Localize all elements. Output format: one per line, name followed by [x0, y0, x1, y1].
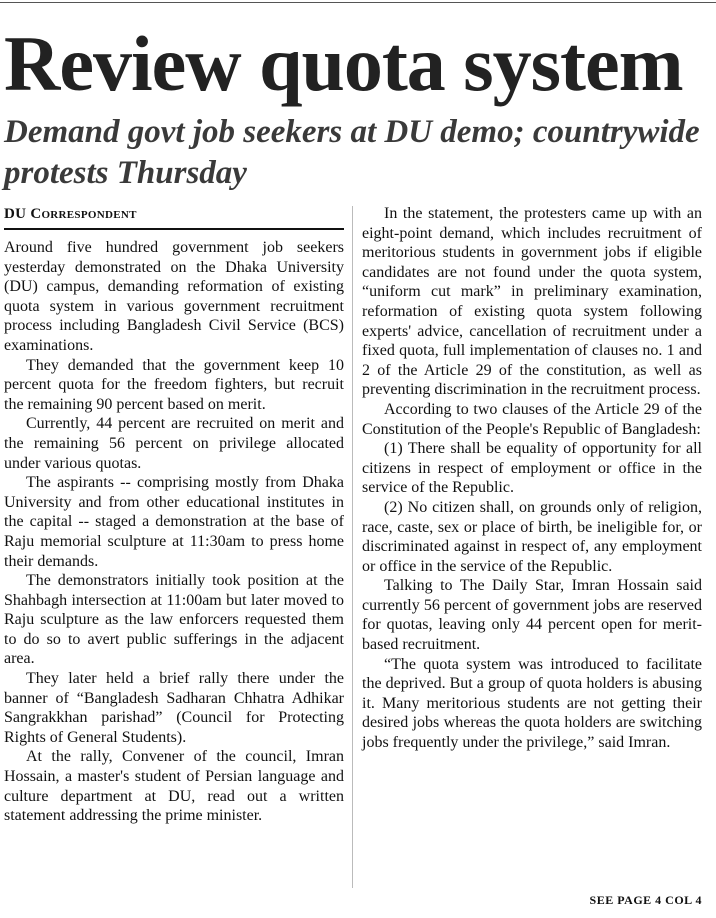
paragraph: At the rally, Convener of the council, Imran Hossain, a master's student of Persian language and culture department at DU, read out a written statement addressing the prime minister.: [4, 748, 344, 825]
top-rule: [0, 0, 716, 6]
paragraph: Currently, 44 percent are recruited on merit and the remaining 56 percent on privilege allocated under various quotas.: [4, 415, 344, 472]
paragraph: The demonstrators initially took position at the Shahbagh intersection at 11:00am but later moved to Raju sculpture as the law enforcers requested them to do so to avert public sufferings in the adjacent area.: [4, 572, 344, 668]
paragraph: The aspirants -- comprising mostly from Dhaka University and from other educational institutes in the capital -- staged a demonstration at the base of Raju memorial sculpture at 11:30am to press home their demands.: [4, 474, 344, 570]
paragraph: (1) There shall be equality of opportunity for all citizens in respect of employment or office in the service of the Republic.: [362, 440, 702, 497]
paragraph: They later held a brief rally there under the banner of “Bangladesh Sadharan Chhatra Adhikar Sangrakkhan parishad” (Council for Protecting Rights of General Students).: [4, 670, 344, 746]
paragraph: They demanded that the government keep 10 percent quota for the freedom fighters, but recruit the remaining 90 percent based on merit.: [4, 356, 344, 413]
column-divider: [352, 206, 353, 888]
paragraph: In the statement, the protesters came up with an eight-point demand, which includes recruitment of meritorious students in government jobs if eligible candidates are not found under the quota system, “uniform cut mark” in preliminary examination, reformation of existing quota system following experts' advice, cancellation of recruitment under a fixed quota, full implementation of clauses no. 1 and 2 of the Article 29 of the constitution, as well as preventing discrimination in the recruitment process.: [362, 205, 702, 399]
paragraph: Around five hundred government job seekers yesterday demonstrated on the Dhaka University (DU) campus, demanding reformation of existing quota system in various government recruitment process including Bangladesh Civil Service (BCS) examinations.: [4, 239, 344, 354]
subheadline: Demand govt job seekers at DU demo; countrywide protests Thursday: [4, 114, 700, 191]
paragraph: According to two clauses of the Article 29 of the Constitution of the People's Republic of Bangladesh:: [362, 400, 702, 438]
headline: Review quota system: [4, 20, 683, 107]
byline-rule: [4, 228, 344, 230]
paragraph: “The quota system was introduced to facilitate the deprived. But a group of quota holders is abusing it. Many meritorious students are not getting their desired jobs whereas the quota holders are switching jobs frequently under the privilege,” said Imran.: [362, 655, 702, 752]
left-column: [4, 238, 344, 826]
byline: DU Correspondent: [4, 206, 137, 222]
continuation-note: SEE PAGE 4 COL 4: [589, 893, 702, 907]
paragraph: (2) No citizen shall, on grounds only of religion, race, caste, sex or place of birth, be ineligible for, or discriminated against in respect of, any employment or office in the service of the Republic.: [362, 498, 702, 575]
paragraph: Talking to The Daily Star, Imran Hossain said currently 56 percent of government jobs are reserved for quotas, leaving only 44 percent open for merit-based recruitment.: [362, 577, 702, 654]
right-column: [362, 204, 702, 753]
